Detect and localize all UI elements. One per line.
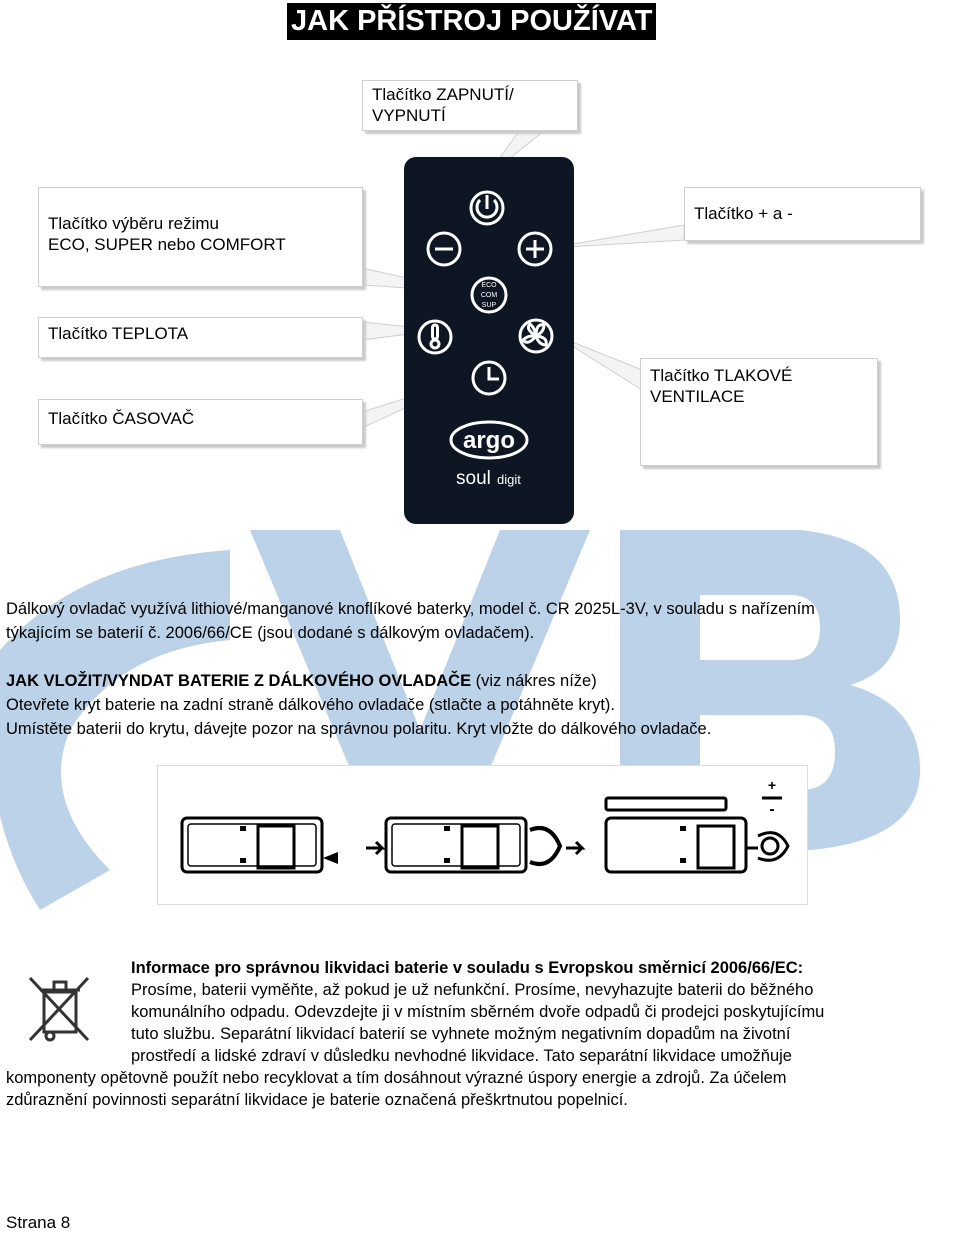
timer-icon [473,362,505,394]
callout-mode-line2: ECO, SUPER nebo COMFORT [48,235,286,254]
battery-diagram [157,765,808,905]
callout-power-line1: Tlačítko ZAPNUTÍ/ [372,85,514,104]
fan-icon [520,320,552,352]
callout-fan-line1: Tlačítko TLAKOVÉ [650,366,793,385]
svg-text:digit: digit [497,472,521,487]
callout-temperature-label: Tlačítko TEPLOTA [48,324,189,343]
mode-label-sup: SUP [481,302,497,309]
remote-buttons [404,157,574,524]
battery-instruction-2: Umístěte baterii do krytu, dávejte pozor na správnou polaritu. Kryt vložte do dálkového ovladače. [6,720,712,738]
battery-heading-suffix: (viz nákres níže) [471,672,597,690]
remote-back-step1 [182,818,322,872]
battery-holder-icon [758,833,788,861]
disposal-line-4: prostředí a lidské zdraví v důsledku nevhodné likvidace. Tato separátní likvidace umožňuje [131,1047,792,1065]
callout-timer-label: Tlačítko ČASOVAČ [48,409,195,428]
svg-text:+: + [767,777,777,793]
callout-fan-line2: VENTILACE [650,387,745,406]
remote-back-step2 [386,818,526,872]
battery-heading-line [6,670,597,693]
remote-back-step3 [606,798,746,872]
crossed-bin-icon [26,972,96,1047]
battery-instruction-1: Otevřete kryt baterie na zadní straně dálkového ovladače (stlačte a potáhněte kryt). [6,696,616,714]
callout-mode-line1: Tlačítko výběru režimu [48,214,219,233]
mode-label-eco: ECO [481,282,497,289]
disposal-heading: Informace pro správnou likvidaci baterie v souladu s Evropskou směrnicí 2006/66/EC: [131,959,804,977]
power-icon [471,192,503,224]
callout-timer-button [38,399,363,445]
argo-logo [451,422,527,458]
callout-power-line2: VYPNUTÍ [372,106,446,125]
callout-power-button [362,80,578,131]
intro-line-2: týkajícím se baterií č. 2006/66/CE (jsou dodané s dálkovým ovladačem). [6,624,535,642]
remote-control [404,157,574,524]
disposal-line-1: Prosíme, baterii vyměňte, až pokud je už nefunkční. Prosíme, nevyhazujte baterii do běžného [131,981,814,999]
callout-fan-button [640,358,878,466]
polarity-icon [762,777,782,818]
disposal-line-3: tuto službu. Separátní likvidací baterií se vyhnete možným negativním dopadům na životní [131,1025,791,1043]
minus-icon [428,233,460,265]
page-number: Strana 8 [6,1213,71,1232]
mode-label-com: COM [480,292,498,299]
callout-temperature-button [38,317,363,358]
battery-heading: JAK VLOŽIT/VYNDAT BATERIE Z DÁLKOVÉHO OVLADAČE [6,672,472,690]
svg-text:argo: argo [462,427,516,454]
disposal-line-6: zdůraznění povinnosti separátní likvidace je baterie označená přeškrtnutou popelnicí. [6,1091,628,1109]
svg-text:-: - [769,801,775,818]
disposal-line-2: komunálního odpadu. Odevzdejte ji v místním sběrném dvoře odpadů či prodejci poskytujícímu [131,1003,825,1021]
svg-text:soul: soul [456,468,491,489]
callout-mode-button [38,187,363,287]
souldigit-brand [456,468,521,489]
plus-icon [519,233,551,265]
step-arrows [323,842,758,864]
page-title: JAK PŘÍSTROJ POUŽÍVAT [287,3,656,40]
thermometer-icon [419,321,451,353]
intro-line-1: Dálkový ovladač využívá lithiové/manganové knoflíkové baterky, model č. CR 2025L-3V, v souladu s nařízením [6,600,815,618]
disposal-line-5: komponenty opětovně použít nebo recyklovat a tím dosáhnout výrazné úspory energie a zdrojů. Za účelem [6,1069,787,1087]
callout-plusminus-button [684,187,921,241]
callout-plusminus-label: Tlačítko + a - [694,204,793,223]
battery-cover-icon [530,828,560,864]
